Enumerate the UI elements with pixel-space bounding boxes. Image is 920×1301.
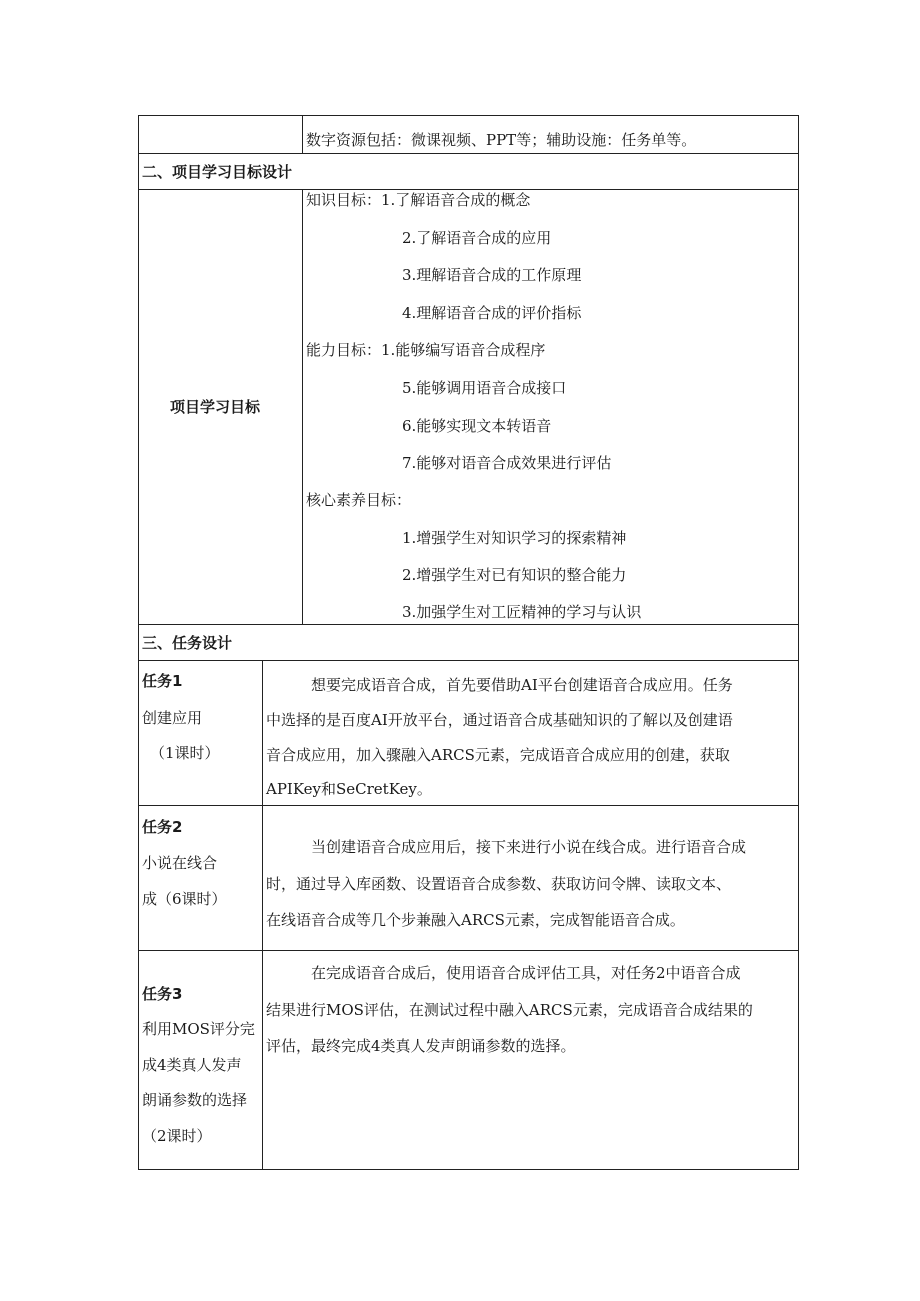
task-desc-line: 音合成应用，加入骤融入ARCS元素，完成语音合成应用的创建，获取 (266, 746, 730, 764)
task-desc-line: 时，通过导入库函数、设置语音合成参数、获取访问令牌、读取文本、 (266, 875, 732, 893)
objective-line: 4.理解语音合成的评价指标 (402, 304, 582, 322)
objective-line: 能力目标：1.能够编写语音合成程序 (306, 341, 546, 359)
task-desc-line: 想要完成语音合成，首先要借助AI平台创建语音合成应用。任务 (311, 676, 733, 694)
objective-line: 2.了解语音合成的应用 (402, 229, 552, 247)
task-name: 利用MOS评分完 (142, 1020, 255, 1038)
objectives-label: 项目学习目标 (170, 398, 261, 416)
objective-line: 5.能够调用语音合成接口 (402, 379, 567, 397)
objective-line: 核心素养目标： (306, 491, 412, 509)
task-hours: （1课时） (150, 744, 220, 762)
task-desc-line: APIKey和SeCretKey。 (266, 780, 432, 798)
resources-text: 数字资源包括：微课视频、PPT等；辅助设施：任务单等。 (306, 131, 697, 149)
objective-line: 3.理解语音合成的工作原理 (402, 266, 582, 284)
objective-line: 1.增强学生对知识学习的探索精神 (402, 529, 627, 547)
task-desc-line: 当创建语音合成应用后，接下来进行小说在线合成。进行语音合成 (311, 838, 747, 856)
objective-line: 3.加强学生对工匠精神的学习与认识 (402, 603, 642, 621)
task-title: 任务2 (142, 818, 183, 836)
task-hours: （2课时） (142, 1127, 212, 1145)
task-desc-line: 结果进行MOS评估，在测试过程中融入ARCS元素，完成语音合成结果的 (266, 1001, 753, 1019)
task-desc-line: 在完成语音合成后，使用语音合成评估工具，对任务2中语音合成 (311, 964, 741, 982)
task-name: 小说在线合 (142, 854, 218, 872)
objective-line: 6.能够实现文本转语音 (402, 417, 552, 435)
task-name: 成4类真人发声 (142, 1056, 242, 1074)
section3-heading: 三、任务设计 (142, 634, 233, 652)
objective-line: 2.增强学生对已有知识的整合能力 (402, 566, 627, 584)
task-desc-line: 评估，最终完成4类真人发声朗诵参数的选择。 (266, 1037, 576, 1055)
task-name: 成（6课时） (142, 890, 227, 908)
task-desc-line: 在线语音合成等几个步兼融入ARCS元素，完成智能语音合成。 (266, 911, 685, 929)
task-title: 任务1 (142, 672, 183, 690)
task-name: 朗诵参数的选择 (142, 1091, 248, 1109)
task-desc-line: 中选择的是百度AI开放平台，通过语音合成基础知识的了解以及创建语 (266, 711, 733, 729)
objective-line: 7.能够对语音合成效果进行评估 (402, 454, 612, 472)
task-name: 创建应用 (142, 709, 203, 727)
task-title: 任务3 (142, 985, 183, 1003)
objective-line: 知识目标：1.了解语音合成的概念 (306, 191, 531, 209)
section2-heading: 二、项目学习目标设计 (142, 163, 293, 181)
